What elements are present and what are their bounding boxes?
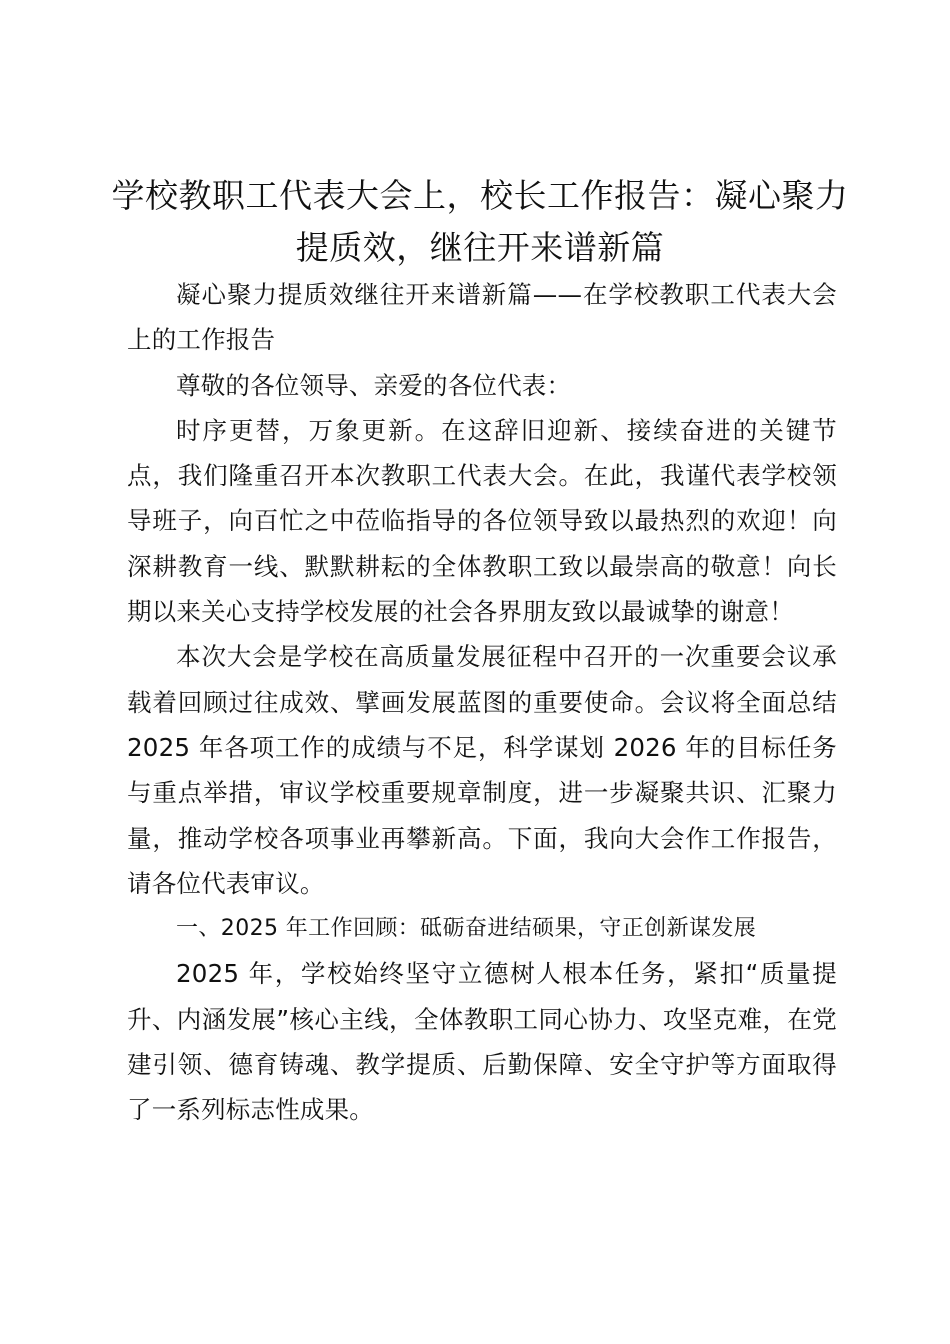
section-heading-1: 一、2025 年工作回顾：砥砺奋进结硕果，守正创新谋发展	[176, 916, 757, 942]
salutation-paragraph: 尊敬的各位领导、亲爱的各位代表：	[176, 370, 572, 400]
meeting-purpose-paragraph: 本次大会是学校在高质量发展征程中召开的一次重要会议承载着回顾过往成效、擘画发展蓝图的重要使命。会议将全面总结 2025 年各项工作的成绩与不足，科学谋划 2026 年的目标任务与重点举措，审议学校重要规章制度，进一步凝聚共识、汇聚力量，推动学校各项事业再攀新高。下面，我向大会作工作报告，请各位代表审议。	[127, 642, 837, 898]
opening-paragraph: 时序更替，万象更新。在这辞旧迎新、接续奋进的关键节点，我们隆重召开本次教职工代表大会。在此，我谨代表学校领导班子，向百忙之中莅临指导的各位领导致以最热烈的欢迎！向深耕教育一线、默默耕耘的全体教职工致以最崇高的敬意！向长期以来关心支持学校发展的社会各界朋友致以最诚挚的谢意！	[127, 415, 837, 627]
report-subtitle-paragraph: 凝心聚力提质效继往开来谱新篇——在学校教职工代表大会上的工作报告	[127, 280, 837, 355]
section-1-intro-paragraph: 2025 年，学校始终坚守立德树人根本任务，紧扣“质量提升、内涵发展”核心主线，全体教职工同心协力、攻坚克难，在党建引领、德育铸魂、教学提质、后勤保障、安全守护等方面取得了一系列标志性成果。	[127, 959, 837, 1125]
document-body	[127, 272, 837, 1133]
document-title: 学校教职工代表大会上，校长工作报告：凝心聚力提质效，继往开来谱新篇	[111, 176, 849, 267]
